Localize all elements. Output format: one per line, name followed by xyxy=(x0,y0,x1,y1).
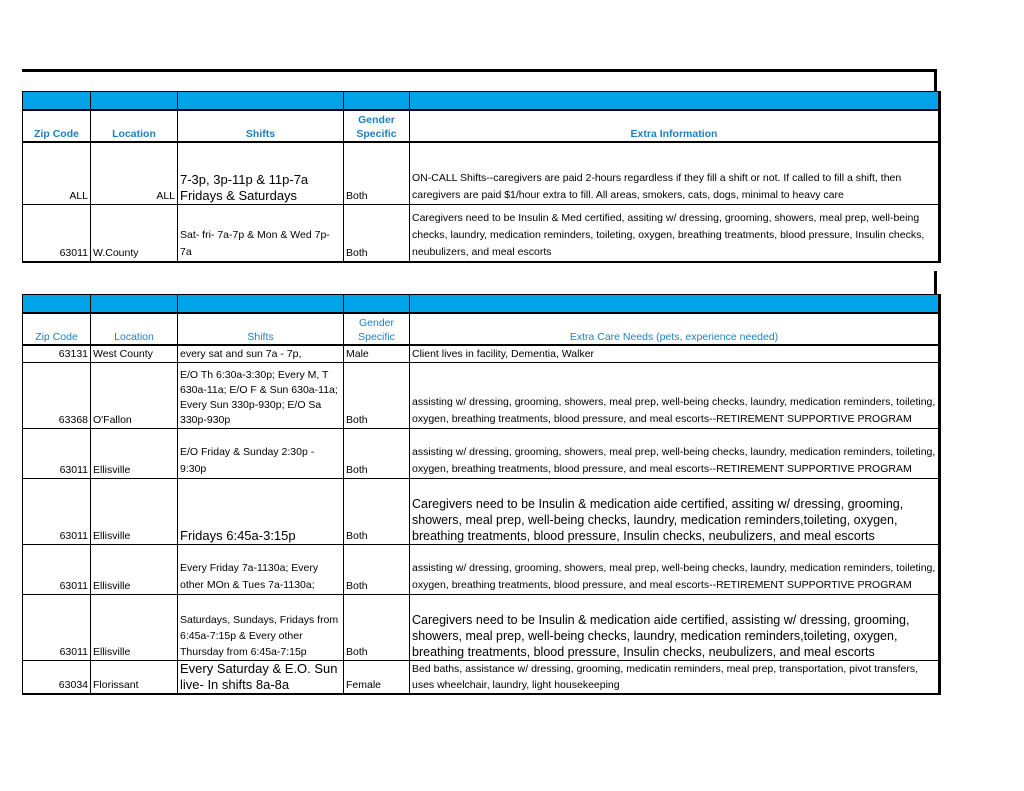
table-row xyxy=(23,660,940,694)
header-shifts: Shifts xyxy=(178,110,344,142)
table-row xyxy=(23,204,940,262)
cell-info: Caregivers need to be Insulin & Med certified, assiting w/ dressing, grooming, showers, meal prep, well-being checks, laundry, medication reminders, toileting, oxygen, breathing treatments, blood pressure, Insulin checks, neubulizers, and meal escorts xyxy=(410,204,940,262)
section-gap xyxy=(22,271,937,294)
cell-zip: 63368 xyxy=(23,362,91,428)
table-row xyxy=(23,544,940,594)
header-info: Extra Information xyxy=(410,110,940,142)
cell-gender: Both xyxy=(344,428,410,478)
cell-location: Ellisville xyxy=(91,428,178,478)
blue-band xyxy=(23,295,940,314)
cell-gender: Male xyxy=(344,345,410,362)
shifts-table-2 xyxy=(22,294,941,695)
table-row xyxy=(23,594,940,660)
cell-info: assisting w/ dressing, grooming, showers, meal prep, well-being checks, laundry, medication reminders, toileting, oxygen, breathing treatments, blood pressure, and meal escorts--RETIREMENT SUPPORTIVE PROGRAM xyxy=(410,362,940,428)
cell-zip: 63034 xyxy=(23,660,91,694)
table-row xyxy=(23,142,940,204)
cell-gender: Both xyxy=(344,204,410,262)
cell-location: O'Fallon xyxy=(91,362,178,428)
table-row xyxy=(23,428,940,478)
cell-gender: Female xyxy=(344,660,410,694)
table-row xyxy=(23,362,940,428)
cell-zip: ALL xyxy=(23,142,91,204)
header-zip: Zip Code xyxy=(23,313,91,345)
cell-info: Bed baths, assistance w/ dressing, grooming, medicatin reminders, meal prep, transportation, pivot transfers, uses wheelchair, laundry, light housekeeping xyxy=(410,660,940,694)
cell-gender: Both xyxy=(344,142,410,204)
cell-gender: Both xyxy=(344,478,410,544)
cell-shifts: E/O Friday & Sunday 2:30p - 9:30p xyxy=(178,428,344,478)
cell-location: West County xyxy=(91,345,178,362)
header-zip: Zip Code xyxy=(23,110,91,142)
cell-location: W.County xyxy=(91,204,178,262)
cell-zip: 63011 xyxy=(23,544,91,594)
cell-info: Caregivers need to be Insulin & medication aide certified, assisting w/ dressing, grooming, showers, meal prep, well-being checks, laundry, medication reminders,toileting, oxygen, breathing treatments, blood pressure, Insulin checks, neubulizers, and meal escorts xyxy=(410,594,940,660)
cell-shifts: Every Saturday & E.O. Sun live- In shifts 8a-8a xyxy=(178,660,344,694)
header-shifts: Shifts xyxy=(178,313,344,345)
cell-shifts: Sat- fri- 7a-7p & Mon & Wed 7p-7a xyxy=(178,204,344,262)
header-location: Location xyxy=(91,110,178,142)
cell-zip: 63011 xyxy=(23,478,91,544)
cell-location: Ellisville xyxy=(91,544,178,594)
cell-gender: Both xyxy=(344,362,410,428)
spreadsheet xyxy=(22,69,939,701)
cell-location: ALL xyxy=(91,142,178,204)
cell-shifts: E/O Th 6:30a-3:30p; Every M, T 630a-11a; E/O F & Sun 630a-11a; Every Sun 330p-930p; E/O Sa 330p-930p xyxy=(178,362,344,428)
cell-shifts: Every Friday 7a-1130a; Every other MOn & Tues 7a-1130a; xyxy=(178,544,344,594)
cell-info: Caregivers need to be Insulin & medication aide certified, assiting w/ dressing, grooming, showers, meal prep, well-being checks, laundry, medication reminders,toileting, oxygen, breathing treatments, blood pressure, Insulin checks, neubulizers, and meal escorts xyxy=(410,478,940,544)
cell-shifts: 7-3p, 3p-11p & 11p-7a Fridays & Saturdays xyxy=(178,142,344,204)
header-info: Extra Care Needs (pets, experience needed) xyxy=(410,313,940,345)
cell-location: Ellisville xyxy=(91,478,178,544)
cell-zip: 63011 xyxy=(23,594,91,660)
header-gender: Gender Specific xyxy=(344,313,410,345)
blue-band xyxy=(23,92,940,111)
cell-shifts: Saturdays, Sundays, Fridays from 6:45a-7:15p & Every other Thursday from 6:45a-7:15p xyxy=(178,594,344,660)
top-border xyxy=(22,69,937,91)
cell-info: assisting w/ dressing, grooming, showers, meal prep, well-being checks, laundry, medication reminders, toileting, oxygen, breathing treatments, blood pressure, and meal escorts--RETIREMENT SUPPORTIVE PROGRAM xyxy=(410,544,940,594)
cell-zip: 63011 xyxy=(23,204,91,262)
cell-gender: Both xyxy=(344,544,410,594)
cell-location: Florissant xyxy=(91,660,178,694)
header-row xyxy=(23,110,940,142)
cell-shifts: every sat and sun 7a - 7p, xyxy=(178,345,344,362)
cell-info: assisting w/ dressing, grooming, showers, meal prep, well-being checks, laundry, medication reminders, toileting, oxygen, breathing treatments, blood pressure, and meal escorts--RETIREMENT SUPPORTIVE PROGRAM xyxy=(410,428,940,478)
table-row xyxy=(23,478,940,544)
cell-gender: Both xyxy=(344,594,410,660)
header-row xyxy=(23,313,940,345)
cell-location: Ellisville xyxy=(91,594,178,660)
cell-zip: 63131 xyxy=(23,345,91,362)
cell-shifts: Fridays 6:45a-3:15p xyxy=(178,478,344,544)
cell-zip: 63011 xyxy=(23,428,91,478)
header-gender: Gender Specific xyxy=(344,110,410,142)
cell-info: ON-CALL Shifts--caregivers are paid 2-hours regardless if they fill a shift or not. If called to fill a shift, then caregivers are paid $1/hour extra to fill. All areas, smokers, cats, dogs, minimal to heavy care xyxy=(410,142,940,204)
header-location: Location xyxy=(91,313,178,345)
cell-info: Client lives in facility, Dementia, Walker xyxy=(410,345,940,362)
table-row xyxy=(23,345,940,362)
shifts-table-1 xyxy=(22,91,941,263)
